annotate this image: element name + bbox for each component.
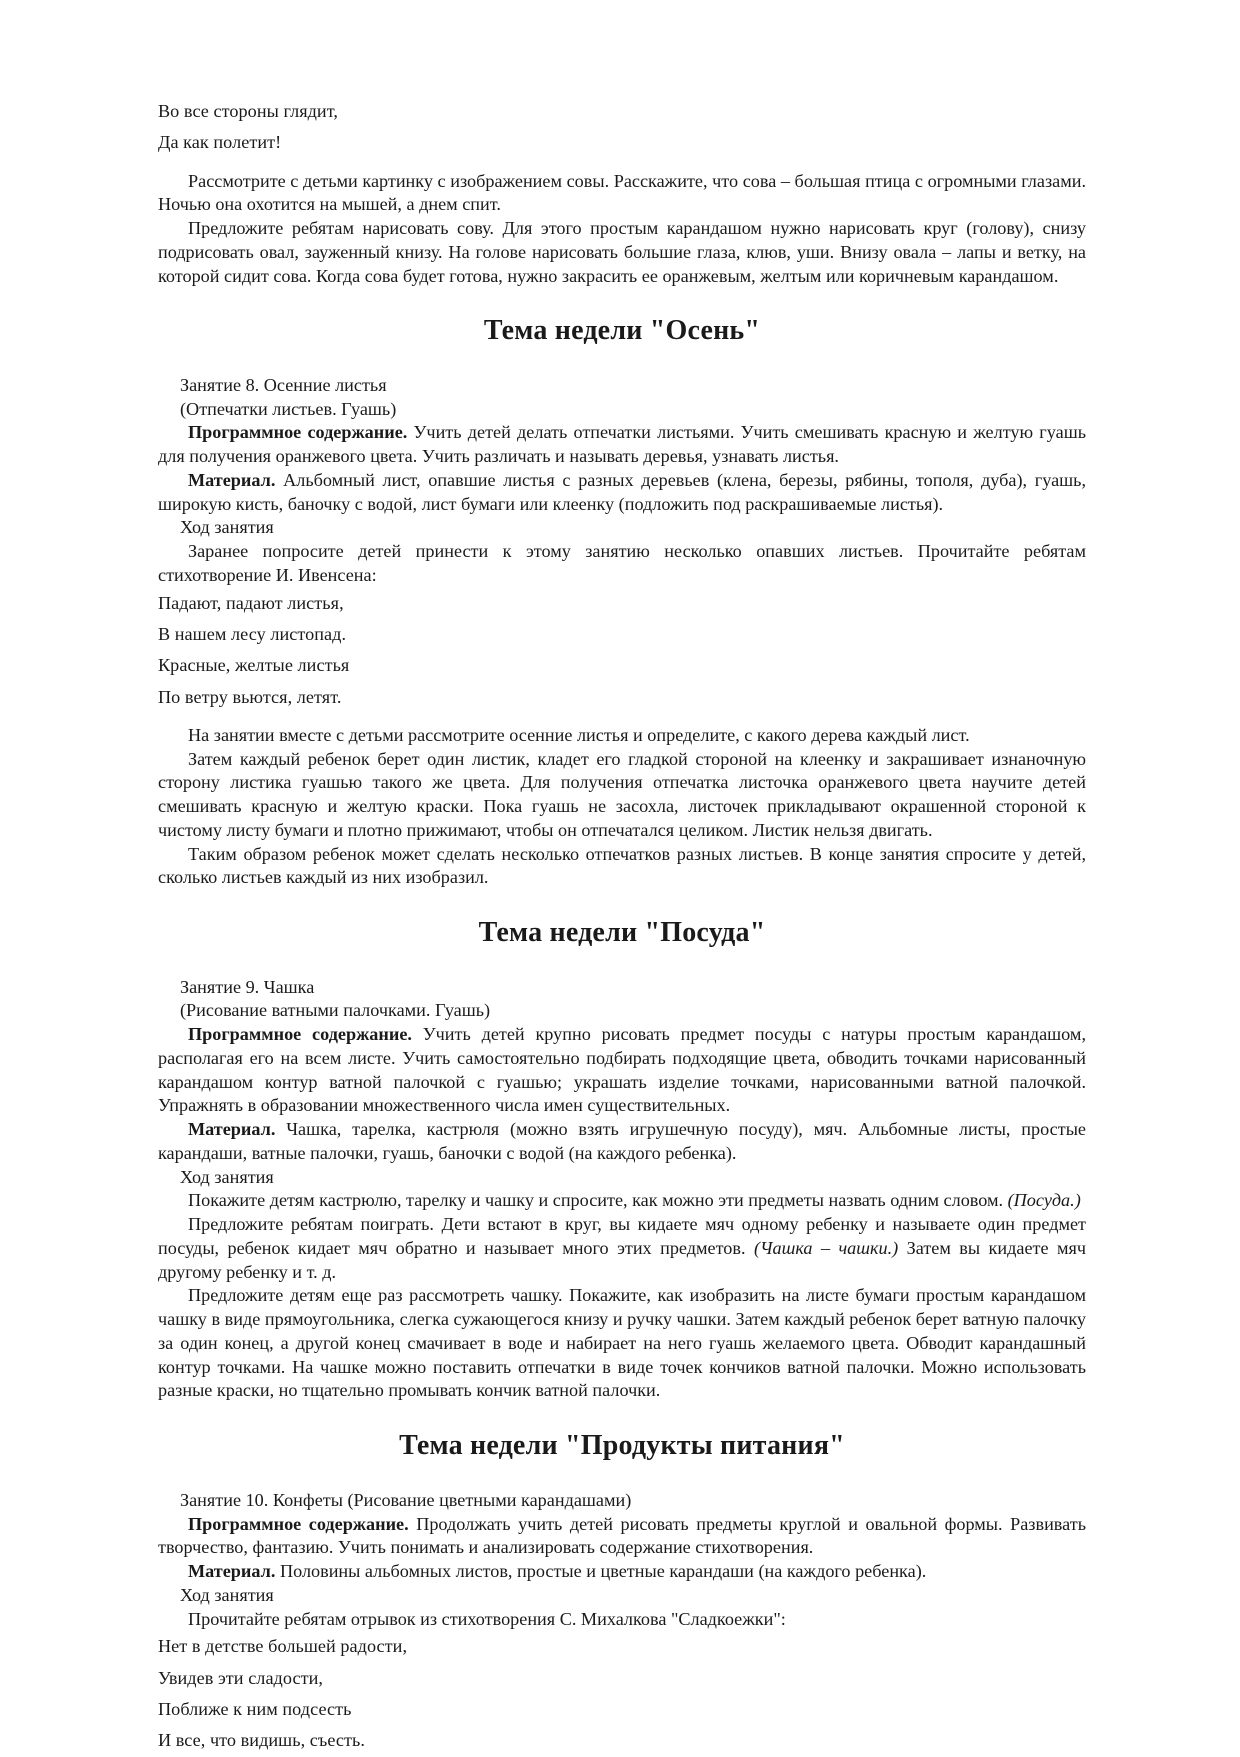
program-label: Программное содержание. [188,1024,412,1045]
intro-paragraph-autumn: Заранее попросите детей принести к этому занятию несколько опавших листьев. Прочитайте ребятам стихотворение И. Ивенсена: [158,541,1086,585]
program-content-autumn [158,421,1086,469]
autumn-body-1: На занятии вместе с детьми рассмотрите осенние листья и определите, с какого дерева каждый лист. [188,724,970,745]
program-text: Продолжать учить детей рисовать предметы круглой и овальной формы. Развивать творчество, фантазию. Учить понимать и анализировать содержание стихотворения. [158,1513,1086,1558]
text-pre: Покажите детям кастрюлю, тарелку и чашку и спросите, как можно эти предметы назвать одним словом. [188,1190,1008,1211]
program-content-dishes [158,1023,1086,1118]
material-text: Альбомный лист, опавшие листья с разных деревьев (клена, березы, рябины, тополя, дуба), гуашь, широкую кисть, баночку с водой, лист бумаги или клеенку (подложить под раскрашиваемые листья). [158,469,1086,514]
program-label: Программное содержание. [188,422,408,443]
dishes-body-2 [158,1213,1086,1284]
food-verse-block [158,1631,1086,1756]
verse-line: В нашем лесу листопад. [158,623,347,644]
verse-line: Во все стороны глядит, [158,101,338,121]
program-text: Учить детей делать отпечатки листьями. Учить смешивать красную и желтую гуашь для получения оранжевого цвета. Учить различать и называть деревья, узнавать листья. [158,422,1086,467]
verse-line: По ветру вьются, летят. [158,686,342,707]
course-label-food: Ход занятия [180,1584,274,1605]
material-dishes [158,1118,1086,1166]
course-label-dishes: Ход занятия [180,1166,274,1187]
verse-line: Нет в детстве большей радости, [158,1636,408,1657]
lesson-subtitle-autumn: (Отпечатки листьев. Гуашь) [180,398,397,419]
course-label-autumn: Ход занятия [180,517,274,538]
autumn-body-3: Таким образом ребенок может сделать несколько отпечатков разных листьев. В конце занятия спросите у детей, сколько листьев каждый из них изобразил. [158,843,1086,888]
lesson-title-dishes: Занятие 9. Чашка [180,976,315,997]
spacer [158,713,1086,724]
program-text: Учить детей крупно рисовать предмет посуды с натуры простым карандашом, располагая его на всем листе. Учить самостоятельно подбирать подходящие цвета, обводить точками нарисованный карандашом контур ватной палочкой с гуашью; украшать изделие точками, нарисованными ватной палочкой. Упражнять в образовании множественного числа имен существительных. [158,1024,1086,1116]
material-text: Половины альбомных листов, простые и цветные карандаши (на каждого ребенка). [275,1561,927,1582]
lesson-title-food: Занятие 10. Конфеты (Рисование цветными карандашами) [180,1489,632,1510]
dishes-body-3: Предложите детям еще раз рассмотреть чашку. Покажите, как изобразить на листе бумаги простым карандашом чашку в виде прямоугольника, слегка сужающегося книзу и ручку чашки. Затем каждый ребенок берет ватную палочку за один конец, а другой конец смачивает в воде и набирает на него гуашь желаемого цвета. Обводит карандашный контур точками. На чашке можно поставить отпечатки в виде точек кончиков ватной палочки. Можно использовать разные краски, но тщательно промывать кончик ватной палочки. [158,1285,1086,1401]
section-heading-dishes: Тема недели "Посуда" [478,917,766,949]
owl-paragraph-2: Предложите ребятам нарисовать сову. Для этого простым карандашом нужно нарисовать круг (голову), снизу подрисовать овал, зауженный книзу. На голове нарисовать большие глаза, клюв, уши. Внизу овала – лапы и ветку, на которой сидит сова. Когда сова будет готова, нужно закрасить ее оранжевым, желтым или коричневым карандашом. [158,218,1086,286]
intro-paragraph-food: Прочитайте ребятам отрывок из стихотворения С. Михалкова "Сладкоежки": [188,1608,786,1629]
verse-line: Падают, падают листья, [158,592,344,613]
material-food [158,1560,1086,1584]
lesson-subtitle-dishes: (Рисование ватными палочками. Гуашь) [180,1000,491,1021]
text-italic: (Чашка – чашки.) [753,1237,899,1258]
verse-line: Да как полетит! [158,132,282,153]
owl-paragraph-1: Рассмотрите с детьми картинку с изображением совы. Расскажите, что сова – большая птица с огромными глазами. Ночью она охотится на мышей, а днем спит. [158,170,1086,215]
program-content-food [158,1513,1086,1561]
text-pre: Предложите ребятам поиграть. Дети встают в круг, вы кидаете мяч одному ребенку и называете один предмет посуды, ребенок кидает мяч обратно и называет много этих предметов. [158,1214,1086,1258]
text-italic: (Посуда.) [1007,1190,1081,1211]
section-heading-autumn: Тема недели "Осень" [483,315,761,347]
verse-line: Поближе к ним подсесть [158,1698,352,1719]
lesson-title-autumn: Занятие 8. Осенние листья [180,374,387,395]
material-label: Материал. [188,469,276,490]
program-label: Программное содержание. [188,1513,409,1534]
section-heading-wrap-autumn [158,314,1086,348]
material-autumn [158,469,1086,517]
owl-verse-block [158,96,1086,159]
verse-line: И все, что видишь, съесть. [158,1730,365,1751]
material-text: Чашка, тарелка, кастрюля (можно взять игрушечную посуду), мяч. Альбомные листы, простые карандаши, ватные палочки, гуашь, баночки с водой (на каждого ребенка). [158,1119,1086,1163]
dishes-body-1 [158,1189,1086,1213]
verse-line: Красные, желтые листья [158,655,350,676]
spacer [158,159,1086,170]
material-label: Материал. [188,1561,276,1582]
material-label: Материал. [188,1119,276,1140]
autumn-body-2: Затем каждый ребенок берет один листик, кладет его гладкой стороной на клеенку и закрашивает изнаночную сторону листика гуашью такого же цвета. Для получения отпечатка листочка оранжевого цвета научите детей смешивать красную и желтую краски. Пока гуашь не засохла, листочек прикладывают окрашенной стороной к чистому листу бумаги и плотно прижимают, чтобы он отпечатался целиком. Листик нельзя двигать. [158,748,1086,840]
text-post: Затем вы кидаете мяч другому ребенку и т. д. [158,1237,1086,1282]
section-heading-wrap-dishes [158,916,1086,950]
verse-line: Увидев эти сладости, [158,1667,323,1688]
section-heading-wrap-food [158,1429,1086,1463]
section-heading-food: Тема недели "Продукты питания" [399,1430,845,1462]
page-content [158,96,1086,1757]
autumn-verse-block [158,588,1086,713]
